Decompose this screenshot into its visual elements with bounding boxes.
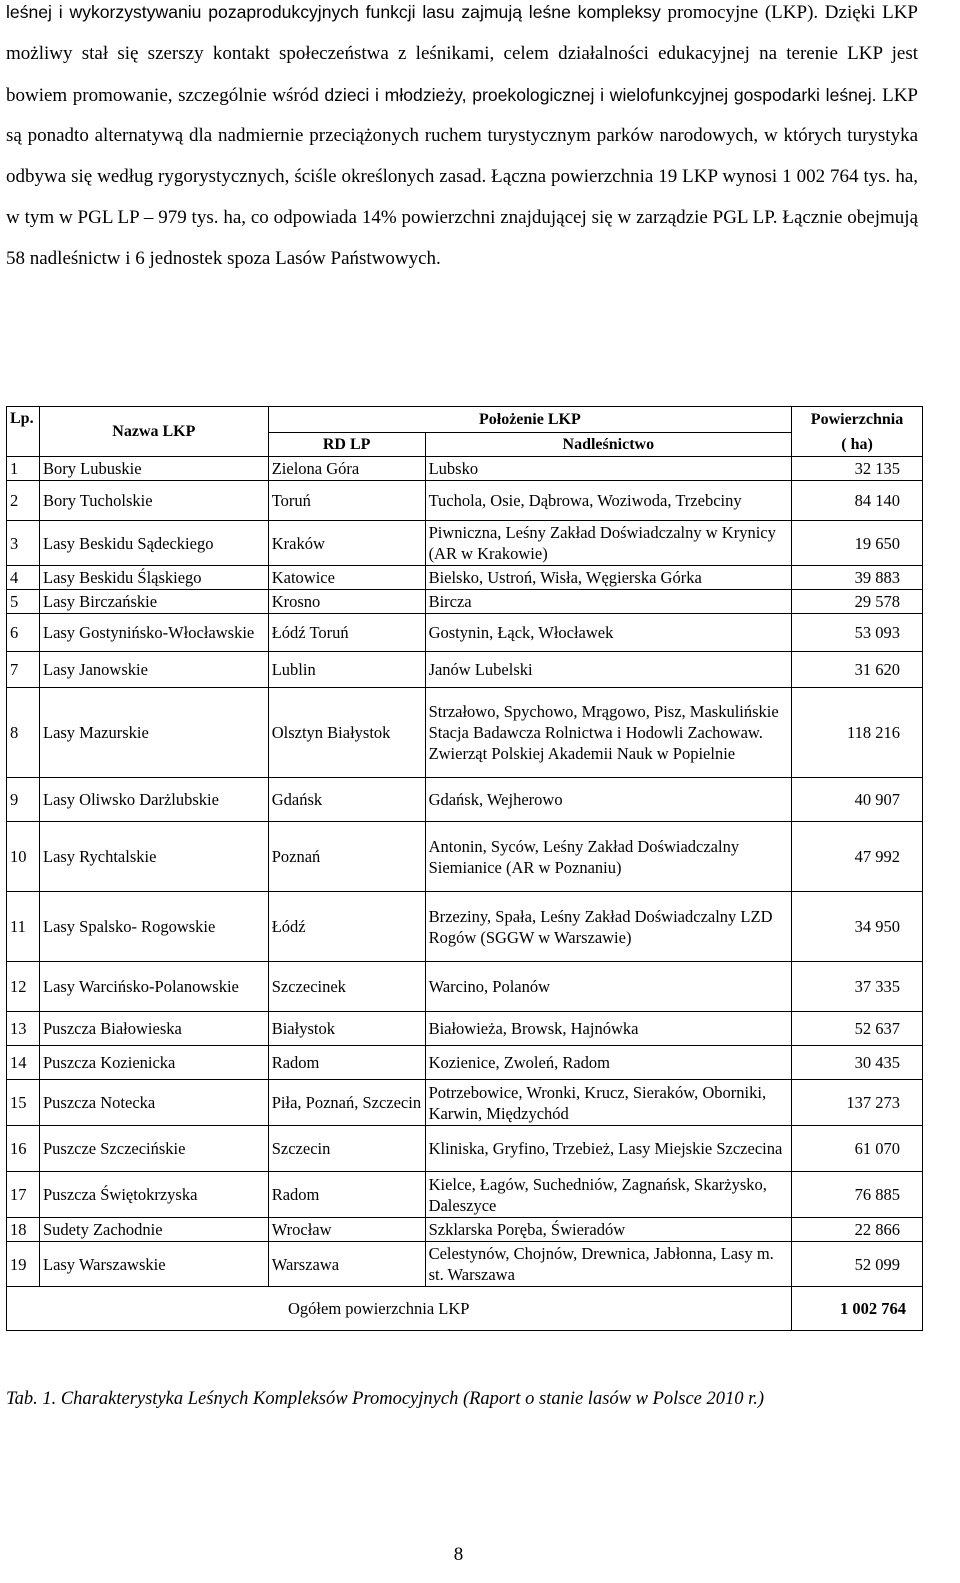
table-row (7, 1242, 923, 1287)
cell-rd: Piła, Poznań, Szczecin (268, 1080, 425, 1126)
table-row (7, 1046, 923, 1080)
cell-lp: 1 (7, 457, 40, 481)
cell-name: Lasy Beskidu Śląskiego (39, 566, 268, 590)
paragraph-line: LKP są ponadto (6, 84, 918, 147)
cell-lp: 10 (7, 822, 40, 892)
cell-rd: Warszawa (268, 1242, 425, 1287)
cell-area: 52 099 (792, 1242, 923, 1287)
cell-area: 76 885 (792, 1172, 923, 1218)
paragraph-line: w których turystyka odbywa się według rygorystycznych, ściśle określonych zasad. Łączna (6, 125, 919, 188)
cell-name: Bory Lubuskie (39, 457, 268, 481)
paragraph-line: jednostek spoza Lasów Państwowych. (149, 247, 441, 269)
cell-name: Puszcza Notecka (39, 1080, 268, 1126)
cell-nadl: Białowieża, Browsk, Hajnówka (425, 1012, 791, 1046)
cell-area: 118 216 (792, 688, 923, 778)
cell-rd: Lublin (268, 652, 425, 688)
table-row (7, 652, 923, 688)
header-location: Położenie LKP (268, 407, 791, 433)
cell-name: Lasy Oliwsko Darżlubskie (39, 778, 268, 822)
table-caption: Tab. 1. Charakterystyka Leśnych Kompleksów Promocyjnych (Raport o stanie lasów w Polsce 2010 r.) (6, 1389, 765, 1409)
cell-area: 39 883 (792, 566, 923, 590)
paragraph-line: alternatywą dla nadmiernie przeciążonych ruchem turystycznym parków narodowych, (94, 125, 759, 147)
cell-lp: 5 (7, 590, 40, 614)
cell-lp: 16 (7, 1126, 40, 1172)
table-row (7, 1012, 923, 1046)
cell-nadl: Janów Lubelski (425, 652, 791, 688)
cell-area: 52 637 (792, 1012, 923, 1046)
cell-nadl: Gostynin, Łąck, Włocławek (425, 614, 791, 652)
cell-name: Lasy Gostynińsko-Włocławskie (39, 614, 268, 652)
cell-rd: Katowice (268, 566, 425, 590)
cell-nadl: Potrzebowice, Wronki, Krucz, Sieraków, Oborniki, Karwin, Międzychód (425, 1080, 791, 1126)
cell-rd: Toruń (268, 481, 425, 521)
cell-nadl: Kliniska, Gryfino, Trzebież, Lasy Miejskie Szczecina (425, 1126, 791, 1172)
cell-rd: Olsztyn Białystok (268, 688, 425, 778)
cell-nadl: Brzeziny, Spała, Leśny Zakład Doświadczalny LZD Rogów (SGGW w Warszawie) (425, 892, 791, 962)
cell-lp: 8 (7, 688, 40, 778)
cell-lp: 17 (7, 1172, 40, 1218)
cell-name: Puszcza Świętokrzyska (39, 1172, 268, 1218)
cell-lp: 7 (7, 652, 40, 688)
cell-nadl: Antonin, Syców, Leśny Zakład Doświadczalny Siemianice (AR w Poznaniu) (425, 822, 791, 892)
table-row (7, 1126, 923, 1172)
cell-name: Lasy Birczańskie (39, 590, 268, 614)
cell-area: 29 578 (792, 590, 923, 614)
cell-name: Lasy Janowskie (39, 652, 268, 688)
paragraph-line: 14% powierzchni znajdującej się w zarządzie PGL LP. Łącznie obejmują 58 nadleśnictw i 6 (6, 206, 918, 269)
cell-area: 47 992 (792, 822, 923, 892)
cell-nadl: Kozienice, Zwoleń, Radom (425, 1046, 791, 1080)
cell-lp: 13 (7, 1012, 40, 1046)
cell-rd: Kraków (268, 521, 425, 566)
cell-rd: Radom (268, 1046, 425, 1080)
header-name: Nazwa LKP (39, 407, 268, 457)
table-row (7, 566, 923, 590)
cell-area: 84 140 (792, 481, 923, 521)
cell-nadl: Strzałowo, Spychowo, Mrągowo, Pisz, Maskulińskie Stacja Badawcza Rolnictwa i Hodowli Zachowaw. Zwierząt Polskiej Akademii Nauk w Popielnie (425, 688, 791, 778)
table-row (7, 1218, 923, 1242)
table-row (7, 1080, 923, 1126)
cell-name: Lasy Spalsko- Rogowskie (39, 892, 268, 962)
cell-area: 40 907 (792, 778, 923, 822)
cell-rd: Szczecin (268, 1126, 425, 1172)
cell-name: Sudety Zachodnie (39, 1218, 268, 1242)
table-row (7, 590, 923, 614)
table-row (7, 457, 923, 481)
body-paragraph (6, 0, 918, 280)
total-value: 1 002 764 (792, 1287, 923, 1331)
table-row (7, 822, 923, 892)
cell-lp: 4 (7, 566, 40, 590)
cell-lp: 15 (7, 1080, 40, 1126)
cell-rd: Szczecinek (268, 962, 425, 1012)
cell-lp: 11 (7, 892, 40, 962)
paragraph-line: powierzchnia 19 LKP wynosi 1 002 764 tys. ha, w tym w PGL LP – 979 tys. ha, co odpowiada (6, 166, 919, 228)
paragraph-line: promocyjne (LKP). Dzięki LKP możliwy stał się szerszy kontakt społeczeństwa z leśnikami, (6, 2, 918, 64)
cell-name: Lasy Warszawskie (39, 1242, 268, 1287)
cell-name: Lasy Rychtalskie (39, 822, 268, 892)
table-row (7, 778, 923, 822)
cell-area: 19 650 (792, 521, 923, 566)
cell-nadl: Bielsko, Ustroń, Wisła, Węgierska Górka (425, 566, 791, 590)
cell-nadl: Piwniczna, Leśny Zakład Doświadczalny w Krynicy (AR w Krakowie) (425, 521, 791, 566)
cell-rd: Łódź Toruń (268, 614, 425, 652)
cell-lp: 18 (7, 1218, 40, 1242)
header-unit: ( ha) (792, 433, 923, 457)
header-area: Powierzchnia (792, 407, 923, 433)
cell-name: Lasy Mazurskie (39, 688, 268, 778)
cell-name: Puszcza Kozienicka (39, 1046, 268, 1080)
table-row (7, 1172, 923, 1218)
paragraph-line: celem działalności edukacyjnej na terenie LKP jest bowiem promowanie, szczególnie wśród (6, 42, 918, 106)
cell-nadl: Tuchola, Osie, Dąbrowa, Woziwoda, Trzebciny (425, 481, 791, 521)
cell-name: Bory Tucholskie (39, 481, 268, 521)
total-label: Ogółem powierzchnia LKP (7, 1287, 792, 1331)
cell-rd: Łódź (268, 892, 425, 962)
cell-rd: Poznań (268, 822, 425, 892)
table-row (7, 962, 923, 1012)
cell-area: 61 070 (792, 1126, 923, 1172)
cell-lp: 3 (7, 521, 40, 566)
cell-nadl: Gdańsk, Wejherowo (425, 778, 791, 822)
table-row (7, 481, 923, 521)
table-row (7, 688, 923, 778)
table-row (7, 521, 923, 566)
cell-area: 32 135 (792, 457, 923, 481)
page-number: 8 (453, 1544, 464, 1565)
cell-area: 34 950 (792, 892, 923, 962)
cell-area: 30 435 (792, 1046, 923, 1080)
table-row (7, 892, 923, 962)
cell-nadl: Kielce, Łagów, Suchedniów, Zagnańsk, Skarżysko, Daleszyce (425, 1172, 791, 1218)
cell-nadl: Celestynów, Chojnów, Drewnica, Jabłonna, Lasy m. st. Warszawa (425, 1242, 791, 1287)
cell-rd: Białystok (268, 1012, 425, 1046)
cell-rd: Gdańsk (268, 778, 425, 822)
cell-area: 31 620 (792, 652, 923, 688)
paragraph-line: leśnej i wykorzystywaniu pozaprodukcyjnych funkcji lasu zajmują leśne kompleksy (6, 2, 661, 22)
lkp-table (6, 406, 923, 1331)
cell-lp: 2 (7, 481, 40, 521)
header-nadl: Nadleśnictwo (425, 433, 791, 457)
cell-nadl: Bircza (425, 590, 791, 614)
header-lp: Lp. (7, 407, 40, 457)
cell-area: 53 093 (792, 614, 923, 652)
cell-lp: 19 (7, 1242, 40, 1287)
cell-rd: Zielona Góra (268, 457, 425, 481)
cell-lp: 6 (7, 614, 40, 652)
table-row (7, 614, 923, 652)
cell-name: Puszcza Białowieska (39, 1012, 268, 1046)
header-rd: RD LP (268, 433, 425, 457)
cell-nadl: Lubsko (425, 457, 791, 481)
cell-name: Lasy Warcińsko-Polanowskie (39, 962, 268, 1012)
cell-name: Lasy Beskidu Sądeckiego (39, 521, 268, 566)
cell-area: 37 335 (792, 962, 923, 1012)
cell-name: Puszcze Szczecińskie (39, 1126, 268, 1172)
cell-lp: 9 (7, 778, 40, 822)
cell-rd: Radom (268, 1172, 425, 1218)
cell-nadl: Warcino, Polanów (425, 962, 791, 1012)
cell-lp: 12 (7, 962, 40, 1012)
cell-nadl: Szklarska Poręba, Świeradów (425, 1218, 791, 1242)
cell-rd: Krosno (268, 590, 425, 614)
paragraph-line: dzieci i młodzieży, proekologicznej i wielofunkcyjnej gospodarki leśnej. (324, 84, 877, 105)
cell-area: 137 273 (792, 1080, 923, 1126)
cell-rd: Wrocław (268, 1218, 425, 1242)
cell-area: 22 866 (792, 1218, 923, 1242)
cell-lp: 14 (7, 1046, 40, 1080)
